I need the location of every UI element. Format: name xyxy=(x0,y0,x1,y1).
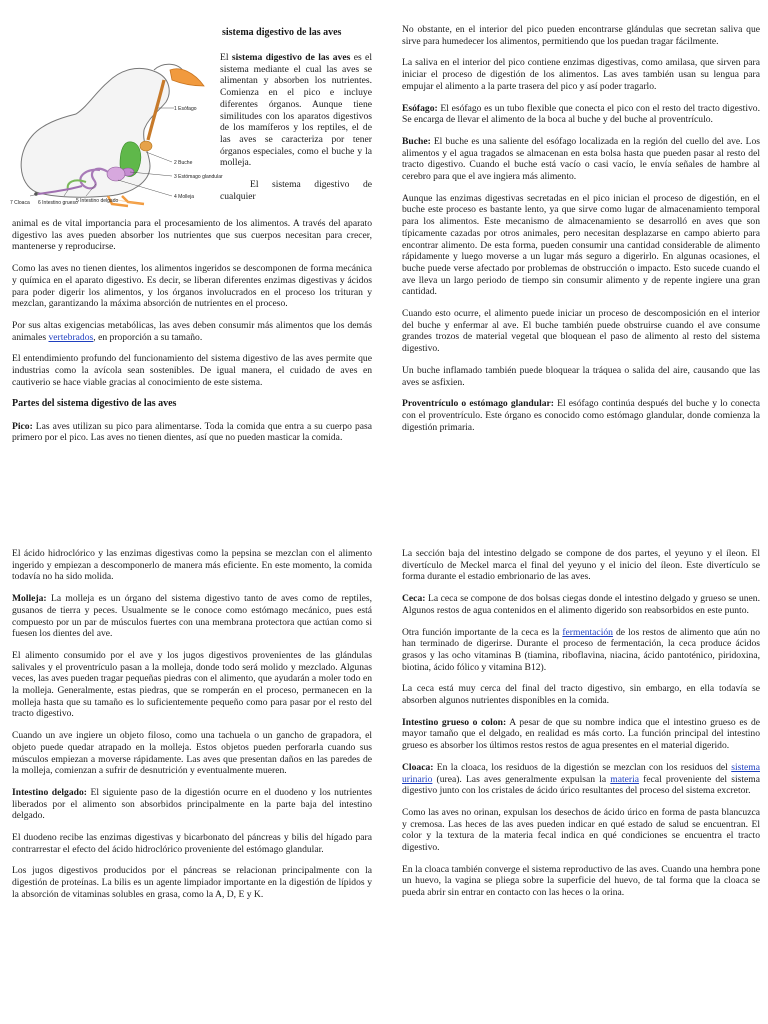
paragraph: Un buche inflamado también puede bloquear la tráquea o salida del aire, causando que las aves se asfixien. xyxy=(402,364,760,388)
link-materia[interactable]: materia xyxy=(610,773,640,785)
left-column xyxy=(12,218,372,454)
paragraph: En la cloaca también converge el sistema reproductivo de las aves. Cuando una hembra pone un huevo, la vagina se pliega sobre la superficie del huevo, de tal forma que la cloaca se pueda abrir sin entrar en contacto con las heces o la orina. xyxy=(402,863,760,899)
paragraph-intestino-delgado: Intestino delgado: El siguiente paso de la digestión ocurre en el duodeno y los nutrientes liberados por el alimento son absorbidos principalmente en la parte baja del intestino delgado. xyxy=(12,786,372,822)
paragraph: El ácido hidroclórico y las enzimas digestivas como la pepsina se mezclan con el alimento ingerido y empiezan a descomponerlo de manera más eficiente. En este momento, la comida todavía no ha sido molida. xyxy=(12,548,372,583)
intro-bold-term: sistema digestivo de las aves xyxy=(231,52,351,63)
figure-label-estomago-glandular: 3 Estómago glandular xyxy=(174,174,223,180)
intro-paragraph: El sistema digestivo de las aves es el sistema mediante el cual las aves se alimentan y absorben los nutrientes. Comienza en el pico e incluye diferentes órganos. Aunque tiene similitudes con los aparatos digestivos de los mamíferos y los reptiles, el de las aves se caracteriza por tener órganos especiales, como el buche y la molleja. xyxy=(220,52,372,169)
right-column xyxy=(402,24,760,443)
paragraph: animal es de vital importancia para el procesamiento de los alimentos. A través del aparato digestivo las aves pueden absorber los nutrientes que sus cuerpos necesitan para crecer, mantenerse y reproducirse. xyxy=(12,218,372,253)
duck-digestive-illustration xyxy=(8,44,223,209)
paragraph: El duodeno recibe las enzimas digestivas y bicarbonato del páncreas y bilis del hígado para contrarrestar el efecto del ácido hidroclórico proveniente del estómago glandular. xyxy=(12,832,372,855)
paragraph: Como las aves no orinan, expulsan los desechos de ácido úrico en forma de pasta blancuzca y cremosa. Las heces de las aves pueden indicar en qué estado de salud se encuentran. El color y la textura de la materia fecal indica en qué condiciones se encuentra el tracto digestivo. xyxy=(402,806,760,854)
paragraph: Cuando un ave ingiere un objeto filoso, como una tachuela o un gancho de grapadora, el objeto puede quedar atrapado en la molleja. Estos objetos pueden perforarla cuando sus músculos empiezan a moverse rápidamente. Las aves que presentan daños en las paredes de la molleja, comienzan a sufrir de desnutrición y eventualmente mueren. xyxy=(12,730,372,777)
left-column-lower xyxy=(12,548,372,911)
paragraph: Aunque las enzimas digestivas secretadas en el pico inician el proceso de digestión, en el buche este proceso es bastante lento, ya que sirve como lugar de almacenamiento temporal para los alimentos. Este mecanismo de almacenamiento se desarrolló en aves que son típicamente cazadas por otros animales, pero necesitan desplazarse en campo abierto para encontrar alimento. De esta forma, pueden consumir una cantidad considerable de alimento rápidamente y luego moverse a un lugar más seguro a digerirlo. En algunas ocasiones, el buche puede verse afectado por problemas de obstrucción o impacto. Esto sucede cuando el ave lleva un largo periodo de tiempo sin consumir alimento y de repente ingiere una gran cantidad. xyxy=(402,192,760,298)
paragraph: La ceca está muy cerca del final del tracto digestivo, sin embargo, en ella todavía se absorben algunos nutrientes disponibles en la comida. xyxy=(402,683,760,707)
intro-section xyxy=(220,52,372,212)
paragraph: La saliva en el interior del pico contiene enzimas digestivas, como amilasa, que sirven para iniciar el proceso de digestión de los alimentos. Las aves también usan su lengua para empujar el alimento a la parte trasera del pico y así poder tragarlo. xyxy=(402,57,760,92)
figure-label-intestino-grueso: 6 Intestino grueso xyxy=(38,200,78,206)
paragraph: Otra función importante de la ceca es la fermentación de los restos de alimento que aún no han terminado de digerirse. Durante el proceso de fermentación, la ceca produce ácidos grasos y las ocho vitaminas B (tiamina, riboflavina, niacina, ácido pantoténico, piridoxina, biotina, ácido fólico y vitamina B12). xyxy=(402,626,760,673)
paragraph-cloaca: Cloaca: En la cloaca, los residuos de la digestión se mezclan con los residuos del sistema urinario (urea). Las aves generalmente expulsan la materia fecal proveniente del sistema digestivo junto con los cristales de ácido úrico resultantes del proceso del sistema excretor. xyxy=(402,761,760,797)
figure-label-intestino-delgado: 5 Intestino delgado xyxy=(76,198,119,204)
paragraph: Como las aves no tienen dientes, los alimentos ingeridos se descomponen de forma mecánica y química en el aparato digestivo. Es decir, se liberan diferentes enzimas digestivas y ácidos para poder digerir los alimentos, y los órganos involucrados en el proceso los trituran y mezclan, garantizando la máxima absorción de nutrientes en el proceso. xyxy=(12,263,372,310)
paragraph: No obstante, en el interior del pico pueden encontrarse glándulas que secretan saliva que sirve para humedecer los alimentos, permitiendo que los puedan tragar fácilmente. xyxy=(402,24,760,47)
paragraph: El entendimiento profundo del funcionamiento del sistema digestivo de las aves permite que industrias como la avícola sean sostenibles. De igual manera, el cuidado de aves en cautiverio se hace viable gracias al conocimiento de este sistema. xyxy=(12,353,372,388)
right-column-lower xyxy=(402,548,760,909)
figure-label-cloaca: 7 Cloaca xyxy=(10,200,30,206)
figure-label-molleja: 4 Molleja xyxy=(174,194,195,200)
paragraph: Los jugos digestivos producidos por el páncreas se relacionan principalmente con la digestión de proteínas. La bilis es un agente limpiador importante en la digestión de lípidos y la absorción de vitaminas solubles en grasa, como la A, D, E y K. xyxy=(12,865,372,900)
paragraph: Cuando esto ocurre, el alimento puede iniciar un proceso de descomposición en el interior del buche y enfermar al ave. El buche también puede obstruirse cuando el ave consume grandes trozos de material vegetal que bloquean el paso de alimento al resto del sistema digestivo. xyxy=(402,308,760,355)
paragraph: La sección baja del intestino delgado se compone de dos partes, el yeyuno y el íleon. El divertículo de Meckel marca el final del yeyuno y el inicio del íleon. Este divertículo se forma durante el estadio embrionario de las aves. xyxy=(402,548,760,583)
intro-paragraph-2: El sistema digestivo de cualquier xyxy=(220,179,372,202)
paragraph-ceca: Ceca: La ceca se compone de dos bolsas ciegas donde el intestino delgado y grueso se unen. Algunos restos de agua contenidos en el alimento digerido son reabsorbidos en este punto. xyxy=(402,593,760,616)
paragraph-molleja: Molleja: La molleja es un órgano del sistema digestivo tanto de aves como de reptiles, gusanos de tierra y peces. Usualmente se le conoce como estómago mecánico, pues está compuesto por un par de músculos fuertes con una membrana protectora que actúan como si fuesen los dientes del ave. xyxy=(12,593,372,640)
figure-label-buche: 2 Buche xyxy=(174,160,193,166)
link-sistema-urinario[interactable]: sistema urinario xyxy=(402,761,760,785)
link-vertebrados[interactable]: vertebrados xyxy=(48,331,94,343)
section-heading: Partes del sistema digestivo de las aves xyxy=(12,398,177,410)
figure-label-esofago: 1 Esófago xyxy=(174,106,197,112)
page-title: sistema digestivo de las aves xyxy=(222,27,342,38)
paragraph-buche: Buche: El buche es una saliente del esófago localizada en la región del cuello del ave. Los alimentos y el agua tragados se almacenan en esta bolsa hasta que pueden pasar al resto del tracto digestivo. Cuando el buche está vacío o casi vacío, le envía señales de hambre al cerebro para que el ave ingiera más alimento. xyxy=(402,135,760,183)
link-fermentacion[interactable]: fermentación xyxy=(562,626,613,638)
paragraph-proventriculo: Proventrículo o estómago glandular: El esófago continúa después del buche y lo conecta con el proventrículo. Este órgano es conocido como estómago glandular, donde comienza la digestión primaria. xyxy=(402,398,760,433)
paragraph-pico: Pico: Las aves utilizan su pico para alimentarse. Toda la comida que entra a su cuerpo pasa primero por el pico. Las aves no tienen dientes, así que no pueden masticar la comida. xyxy=(12,420,372,444)
paragraph-intestino-grueso: Intestino grueso o colon: A pesar de que su nombre indica que el intestino grueso es de mayor tamaño que el delgado, en realidad es más corto. La función principal del intestino grueso es absorber los últimos restos restos de agua presentes en el material digerido. xyxy=(402,716,761,752)
paragraph: Por sus altas exigencias metabólicas, las aves deben consumir más alimentos que los demás animales vertebrados, en proporción a su tamaño. xyxy=(12,319,372,343)
paragraph-esofago: Esófago: El esófago es un tubo flexible que conecta el pico con el resto del tracto digestivo. Se encarga de llevar el alimento de la boca al buche y del buche al proventrículo. xyxy=(402,102,760,126)
paragraph: El alimento consumido por el ave y los jugos digestivos provenientes de las glándulas salivales y el proventrículo pasan a la molleja, donde todo será molido y mezclado. Algunas veces, las aves pueden tragar pequeñas piedras con el alimento, que ayudarán a moler todo en la molleja. Generalmente, estas piedras, que se romperán en el proceso, permanecen en la molleja hasta que su tamaño es lo suficientemente pequeño como para pasar por el resto del tracto digestivo. xyxy=(12,649,372,720)
